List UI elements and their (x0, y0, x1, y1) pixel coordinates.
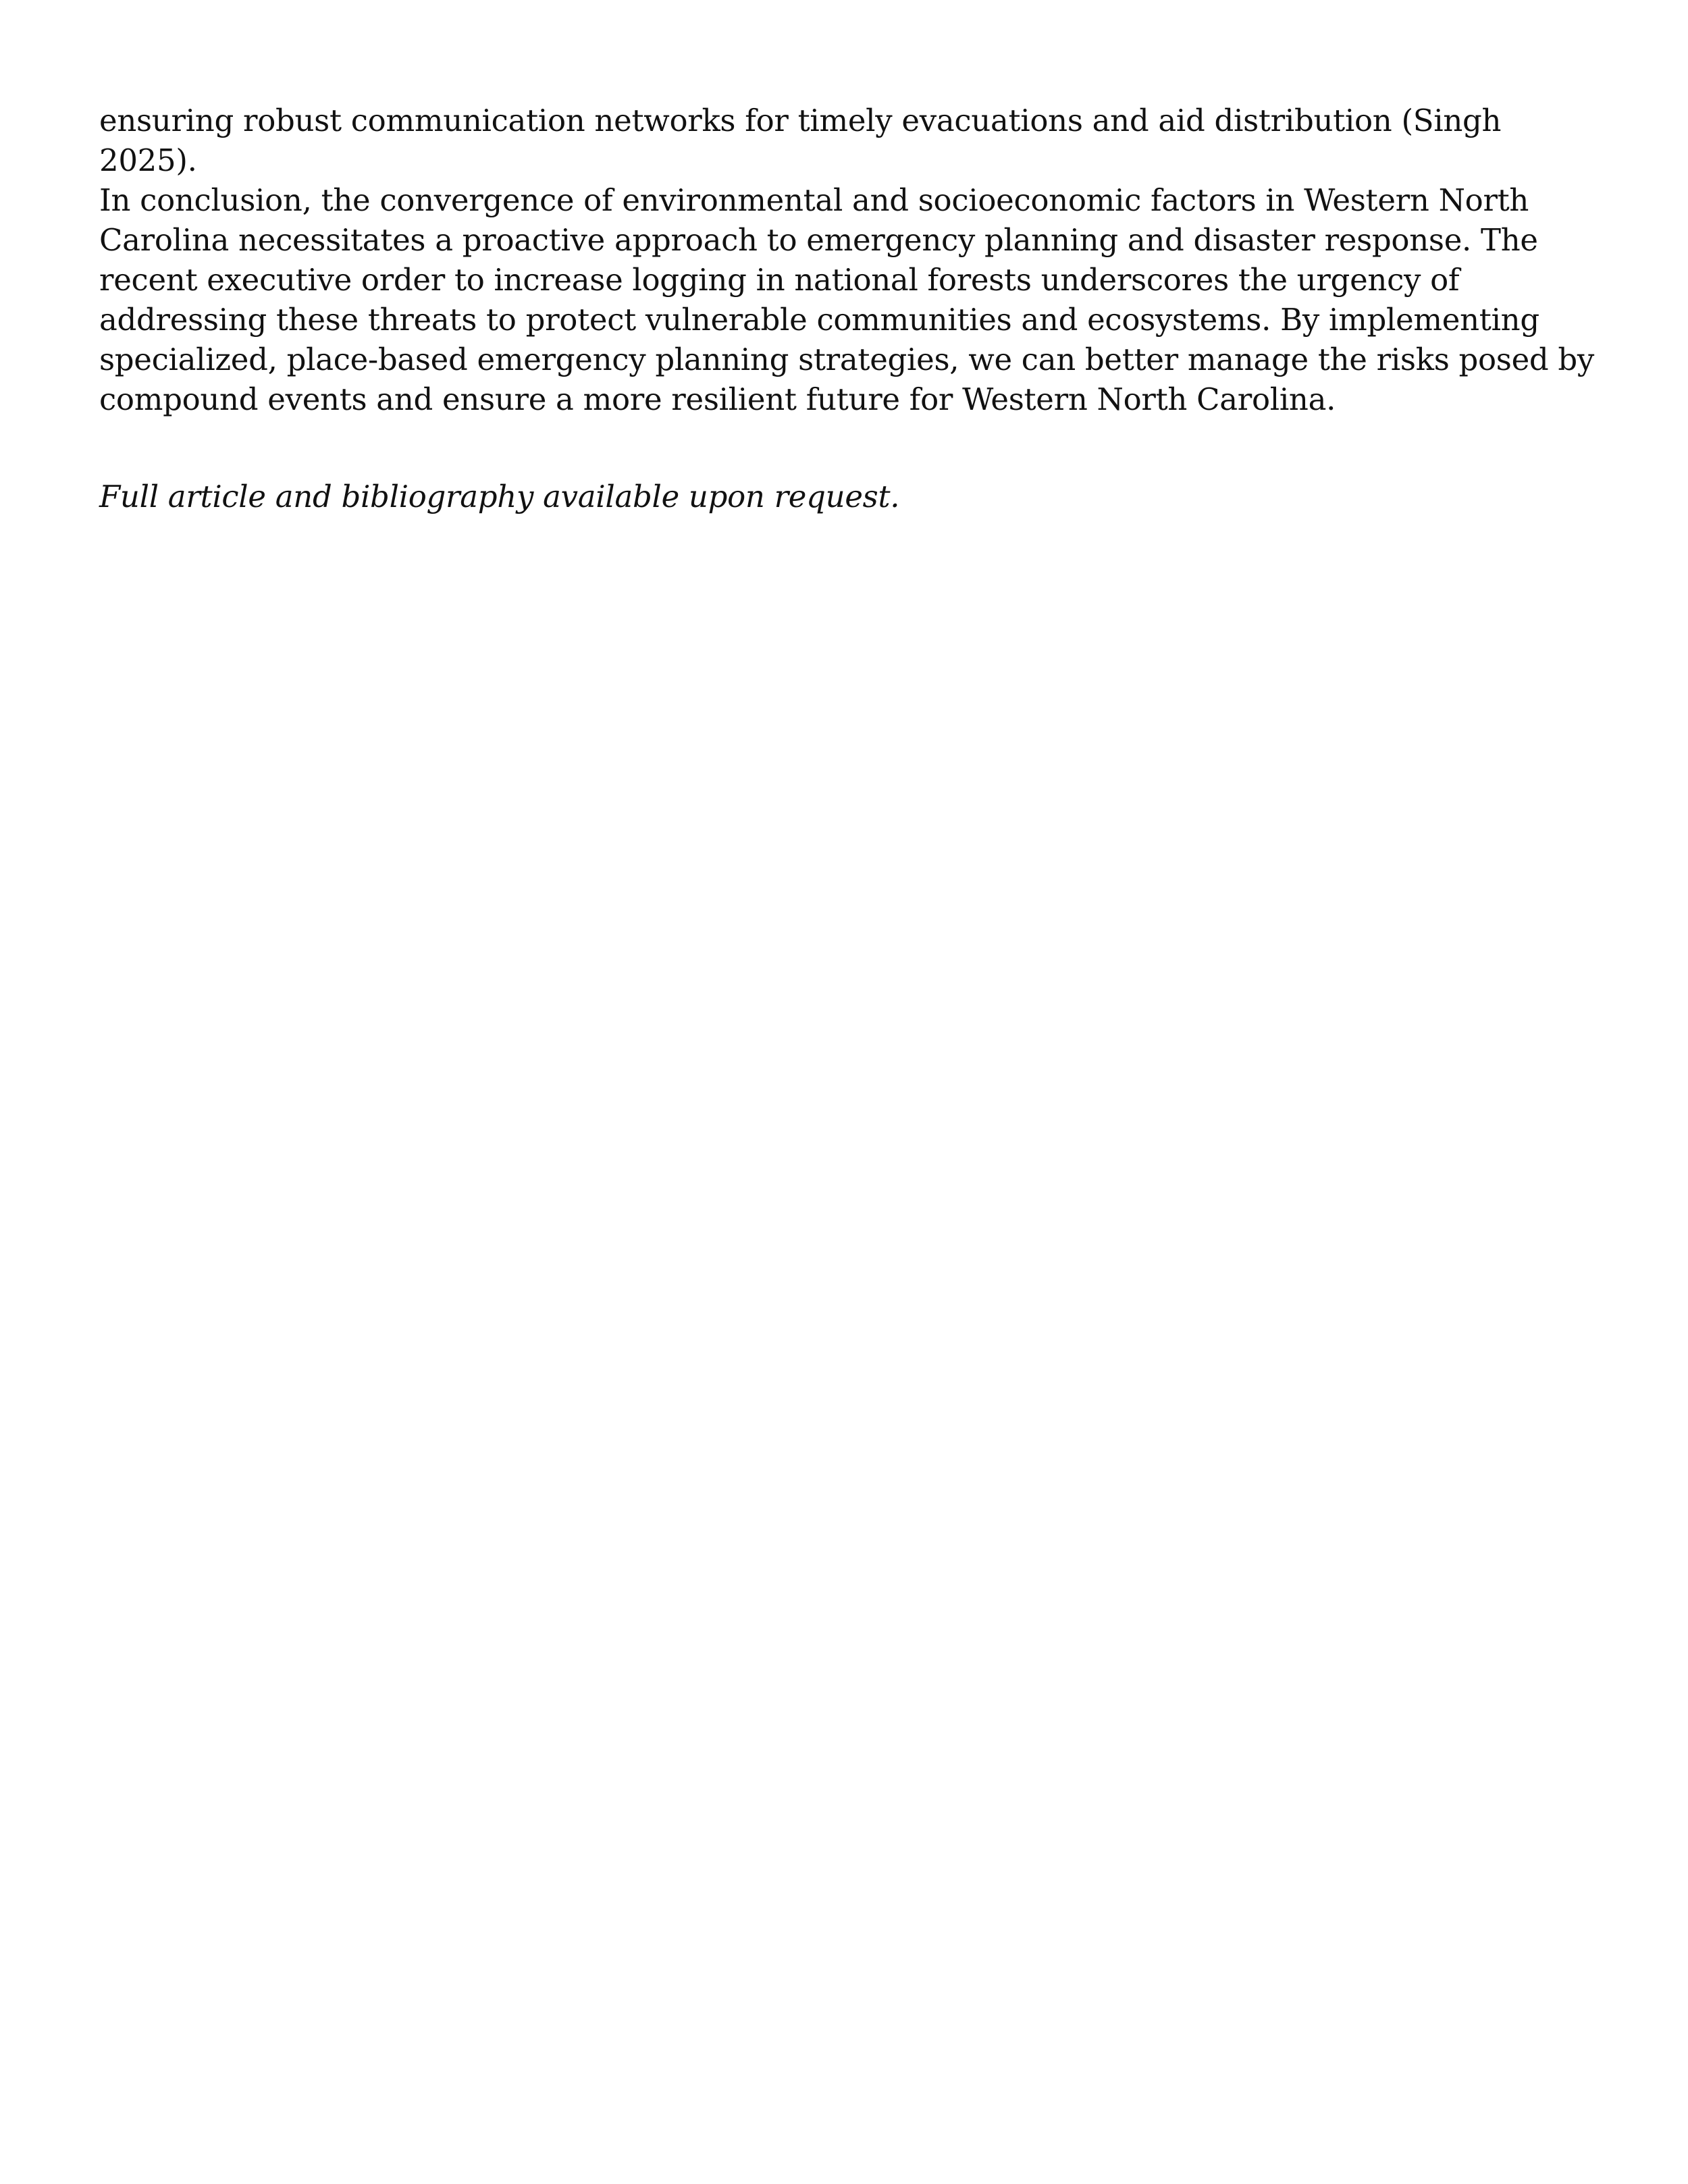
availability-note: Full article and bibliography available upon request. (99, 479, 900, 514)
paragraph-continuation: ensuring robust communication networks for timely evacuations and aid distribution (Singh 2025). (99, 103, 1502, 178)
paragraph-conclusion: In conclusion, the convergence of environmental and socioeconomic factors in Western North Carolina necessitates a proactive approach to emergency planning and disaster response. The recent executive order to increase logging in national forests underscores the urgency of addressing these threats to protect vulnerable communities and ecosystems. By implementing specialized, place-based emergency planning strategies, we can better manage the risks posed by compound events and ensure a more resilient future for Western North Carolina. (99, 182, 1595, 417)
